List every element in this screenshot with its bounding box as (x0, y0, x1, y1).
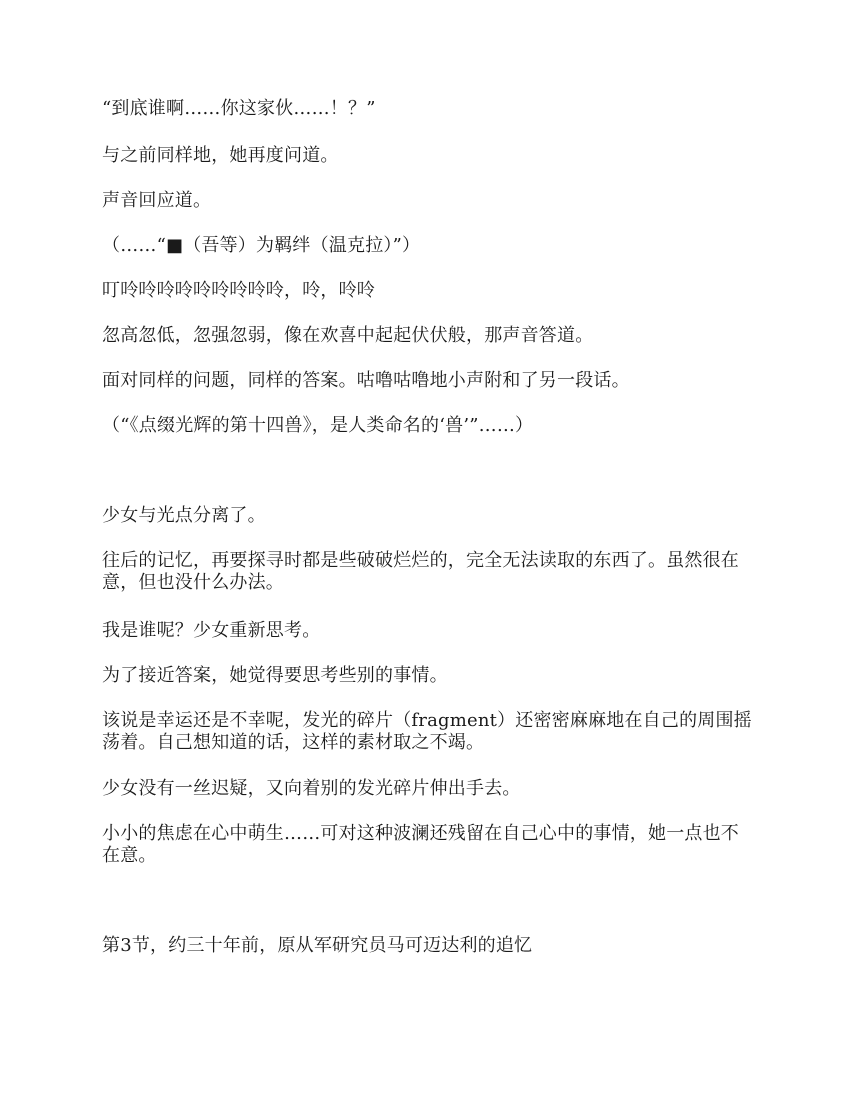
paragraph: 小小的焦虑在心中萌生……可对这种波澜还残留在自己心中的事情，她一点也不在意。 (102, 823, 739, 866)
paragraph: （……“■（吾等）为羁绊（温克拉）”） (102, 235, 421, 256)
paragraph: 往后的记忆，再要探寻时都是些破破烂烂的，完全无法读取的东西了。虽然很在意，但也没什么办法。 (102, 550, 739, 593)
paragraph: （“《点缀光辉的第十四兽》，是人类命名的‘兽’”……） (102, 415, 534, 436)
paragraph: 该说是幸运还是不幸呢，发光的碎片（fragment）还密密麻麻地在自己的周围摇荡着。自己想知道的话，这样的素材取之不竭。 (102, 710, 752, 753)
paragraph: 为了接近答案，她觉得要思考些别的事情。 (102, 665, 448, 686)
paragraph: 少女没有一丝迟疑，又向着别的发光碎片伸出手去。 (102, 778, 521, 799)
section-heading: 第3节，约三十年前，原从军研究员马可迈达利的追忆 (102, 935, 533, 956)
paragraph: 与之前同样地，她再度问道。 (102, 145, 339, 166)
paragraph: 叮呤呤呤呤呤呤呤呤呤，呤，呤呤 (102, 280, 375, 301)
paragraph: 忽高忽低，忽强忽弱，像在欢喜中起起伏伏般，那声音答道。 (102, 325, 594, 346)
paragraph: 少女与光点分离了。 (102, 505, 266, 526)
paragraph: 我是谁呢？少女重新思考。 (102, 620, 321, 641)
paragraph: 面对同样的问题，同样的答案。咕噜咕噜地小声附和了另一段话。 (102, 370, 630, 391)
paragraph: 声音回应道。 (102, 190, 212, 211)
paragraph: “到底谁啊……你这家伙……！？” (102, 98, 376, 119)
